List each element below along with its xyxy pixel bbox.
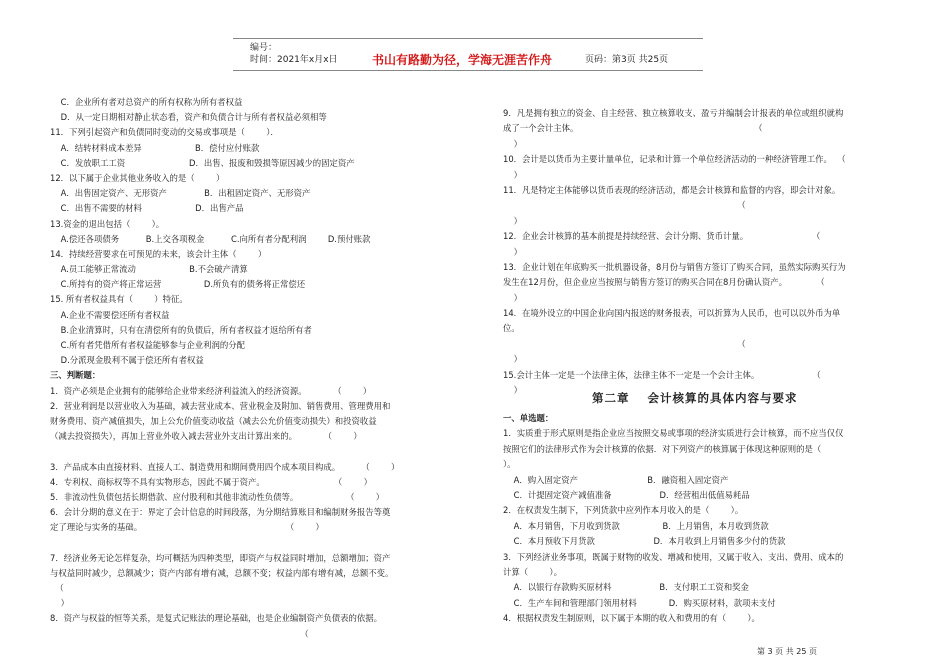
text-line: 9．凡是拥有独立的资金、自主经营、独立核算收支、盈亏并编制会计报表的单位或组织就构 bbox=[503, 108, 844, 118]
text-line: C．计提固定资产减值准备 D．经营租出低值易耗品 bbox=[503, 489, 750, 500]
text-line: （ bbox=[50, 628, 309, 639]
header-motto: 书山有路勤为径，学海无涯苦作舟 bbox=[372, 53, 553, 67]
text-line bbox=[50, 535, 470, 550]
text-line: 2．在权责发生制下，下列货款中应列作本月收入的是（ ）。 bbox=[503, 505, 744, 516]
header-bottom-rule bbox=[233, 70, 703, 71]
text-line: 3．下列经济业务事项，既属于财物的收发、增减和使用，又属于收入、支出、费用、成本的 bbox=[503, 551, 844, 562]
text-line: C．生产车间和管理部门领用材料 D．购买原材料，款项未支付 bbox=[503, 597, 776, 608]
text-line: A．出售固定资产、无形资产 B．出租固定资产、无形资产 bbox=[50, 188, 311, 199]
text-line: C．出售不需要的材料 D．出售产品 bbox=[50, 203, 244, 214]
text-line: A．结转材料成本差异 B．偿付应付账款 bbox=[50, 142, 260, 153]
text-line: 计算（ ）。 bbox=[503, 566, 562, 577]
text-line: 14．在境外设立的中国企业向国内报送的财务报表，可以折算为人民币，也可以以外币为单 bbox=[503, 308, 841, 319]
text-line: A.企业不需要偿还所有者权益 bbox=[50, 309, 170, 320]
text-line: C.所持有的资产将正常运营 D.所负有的债务将正常偿还 bbox=[50, 279, 306, 290]
number-label: 编号： bbox=[250, 43, 278, 53]
text-line: A.偿还各项债务 B.上交各项税金 C.向所有者分配利润 D.预付账款 bbox=[50, 233, 371, 244]
text-line: C.所有者凭借所有者权益能够参与企业利润的分配 bbox=[50, 340, 246, 350]
text-line: 12．企业会计核算的基本前提是持续经营、会计分期、货币计量。 （ bbox=[503, 231, 821, 242]
text-line: 13．企业计划在年底购买一批机器设备，8月份与销售方签订了购买合同，虽然实际购买行为 bbox=[503, 261, 846, 272]
text-line: ） bbox=[503, 385, 523, 396]
text-line: 发生在12月份，但企业应当按照与销售方签订的购买合同在8月份确认资产。 （ bbox=[503, 277, 825, 288]
header-top-rule bbox=[233, 38, 703, 39]
chapter-number: 第二章 bbox=[592, 391, 630, 405]
page-footer: 第 3 页 共 25 页 bbox=[757, 647, 817, 656]
text-line: 成了一个会计主体。 （ bbox=[503, 123, 763, 134]
text-line: B.企业清算时，只有在清偿所有的负债后，所有者权益才返给所有者 bbox=[50, 324, 312, 335]
text-line: A.员工能够正常流动 B.不会破产清算 bbox=[50, 264, 248, 275]
text-line: 5．非流动性负债包括长期借款、应付股利和其他非流动性负债等。 （ ） bbox=[50, 491, 385, 502]
text-line: 4．专利权、商标权等不具有实物形态，因此不属于资产。 （ ） bbox=[50, 476, 372, 487]
text-line: 与权益同时减少，总额减少；资产内部有增有减，总额不变；权益内部有增有减，总额不变。 bbox=[50, 567, 394, 578]
text-line: 按照它们的法律形式作为会计核算的依据．对下列资产的核算属于体现这种原则的是（ bbox=[503, 443, 822, 454]
text-line: 1．资产必须是企业拥有的能够给企业带来经济利益流入的经济资源。 （ ） bbox=[50, 385, 372, 396]
left-column bbox=[50, 95, 470, 642]
text-line: A．本月销售，下月收到货款 B．上月销售，本月收到货款 bbox=[503, 520, 769, 531]
text-line: A．购入固定资产 B．融资租入固定资产 bbox=[503, 474, 729, 485]
text-line: （ bbox=[503, 200, 746, 211]
text-line: 定了理论与实务的基础。 （ ） bbox=[50, 522, 324, 533]
text-line: A．以银行存款购买原材料 B．支付职工工资和奖金 bbox=[503, 582, 749, 593]
text-line: （ bbox=[503, 338, 746, 349]
text-line: 三、判断题： bbox=[50, 370, 101, 381]
text-line: 1．实质重于形式原则是指企业应当按照交易或事项的经济实质进行会计核算，而不应当仅仅 bbox=[503, 428, 844, 439]
text-line: （ bbox=[50, 583, 64, 593]
text-line: ） bbox=[503, 169, 523, 180]
right-column bbox=[503, 106, 913, 398]
text-line: 11．凡是特定主体能够以货币表现的经济活动，都是会计核算和监督的内容，即会计对象。 bbox=[503, 184, 841, 195]
text-line: 3．产品成本由直接材料、直接人工、制造费用和期间费用四个成本项目构成。 （ ） bbox=[50, 461, 400, 472]
text-line: C．发放职工工资 D．出售、报废和毁损等原因减少的固定资产 bbox=[50, 157, 355, 168]
text-line: 4．根据权责发生制原则，以下属于本期的收入和费用的有（ ）。 bbox=[503, 613, 760, 624]
text-line: 一、单选题： bbox=[503, 413, 554, 423]
text-line: （减去投资损失），再加上营业外收入减去营业外支出计算出来的。 （ ） bbox=[50, 431, 362, 442]
text-line: 7．经济业务无论怎样复杂，均可概括为四种类型，即资产与权益同时增加，总额增加；资产 bbox=[50, 552, 391, 563]
header-meta bbox=[250, 42, 338, 66]
text-line: 15. 所有者权益具有（ ）特征。 bbox=[50, 294, 188, 305]
time-label: 时间：2021年x月x日 bbox=[250, 55, 338, 65]
text-line: D.分派现金股利不属于偿还所有者权益 bbox=[50, 355, 204, 366]
text-line: 位。 bbox=[503, 323, 520, 334]
right-column-section-2 bbox=[503, 411, 913, 626]
text-line: 13.资金的退出包括（ ）。 bbox=[50, 218, 165, 229]
text-line: ） bbox=[503, 292, 523, 303]
text-line bbox=[50, 444, 470, 459]
text-line: 12．以下属于企业其他业务收入的是（ ） bbox=[50, 172, 225, 183]
text-line: 财务费用、资产减值损失，加上公允价值变动收益（减去公允价值变动损失）和投资收益 bbox=[50, 415, 377, 426]
page-label: 页码：第3页 共25页 bbox=[585, 55, 669, 65]
text-line: 2．营业利润是以营业收入为基础，减去营业成本、营业税金及附加、销售费用、管理费用和 bbox=[50, 400, 391, 411]
text-line: 10．会计是以货币为主要计量单位，记录和计算一个单位经济活动的一种经济管理工作。 （ bbox=[503, 154, 846, 165]
text-line: 8．资产与权益的恒等关系，是复式记账法的理论基础，也是企业编制资产负债表的依据。 bbox=[50, 613, 382, 624]
text-line: C．企业所有者对总资产的所有权称为所有者权益 bbox=[50, 97, 243, 107]
text-line: ） bbox=[503, 354, 523, 365]
text-line: ） bbox=[503, 246, 523, 257]
text-line: ） bbox=[503, 138, 523, 149]
text-line: 14．持续经营要求在可预见的未来，该会计主体（ ） bbox=[50, 248, 267, 259]
chapter-heading bbox=[592, 390, 816, 406]
text-line: D．从一定日期相对静止状态看，资产和负债合计与所有者权益必须相等 bbox=[50, 112, 327, 123]
text-line: C．本月预收下月货款 D．本月收到上月销售多少付的货款 bbox=[503, 536, 786, 547]
text-line: 6．会计分期的意义在于：界定了会计信息的时间段落，为分期结算账目和编制财务报告等奠 bbox=[50, 507, 391, 518]
text-line: ） bbox=[503, 215, 523, 226]
text-line: 11．下列引起资产和负债同时变动的交易或事项是（ ）． bbox=[50, 127, 279, 138]
text-line: ）。 bbox=[503, 459, 516, 470]
chapter-title: 会计核算的具体内容与要求 bbox=[647, 391, 798, 405]
text-line: ） bbox=[50, 598, 70, 609]
text-line: 15.会计主体一定是一个法律主体，法律主体不一定是一个会计主体。 （ bbox=[503, 369, 821, 380]
